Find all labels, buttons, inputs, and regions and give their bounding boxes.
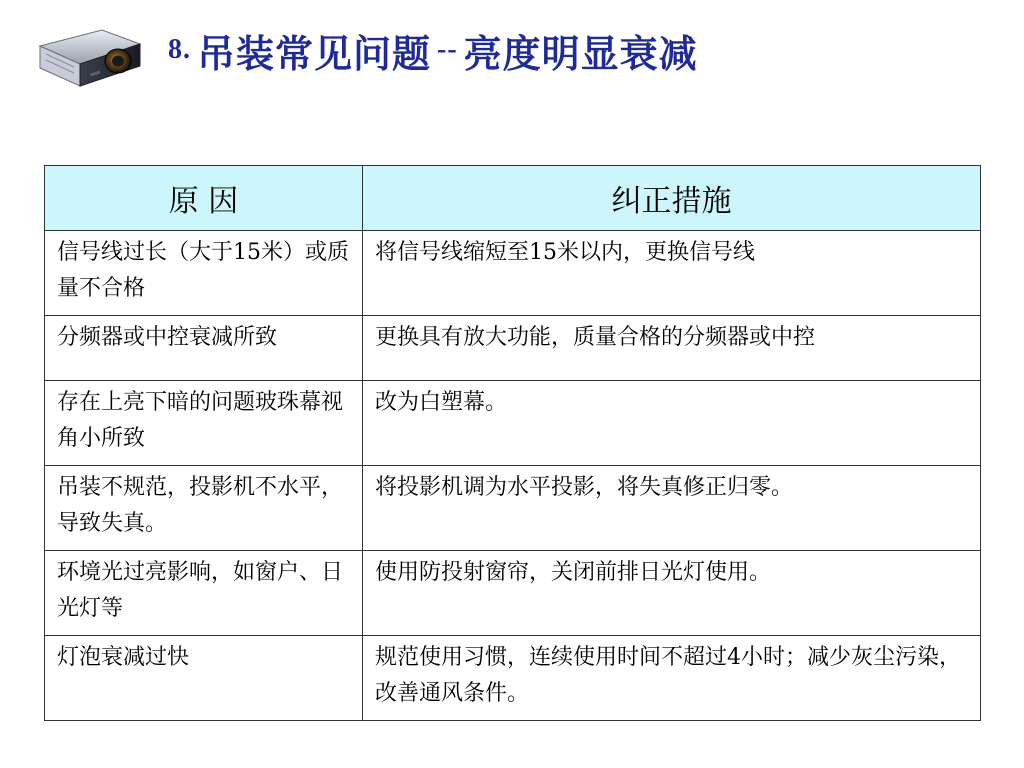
table-header-row bbox=[45, 166, 981, 231]
fix-cell: 改为白塑幕。 bbox=[363, 381, 981, 466]
header-cause: 原 因 bbox=[45, 166, 363, 231]
projector-icon bbox=[36, 20, 144, 96]
fix-cell: 规范使用习惯，连续使用时间不超过4小时；减少灰尘污染，改善通风条件。 bbox=[363, 636, 981, 721]
table-row bbox=[45, 381, 981, 466]
table-row bbox=[45, 466, 981, 551]
table-row bbox=[45, 316, 981, 381]
table-row bbox=[45, 231, 981, 316]
cause-cell: 灯泡衰减过快 bbox=[45, 636, 363, 721]
title-dash: -- bbox=[437, 34, 458, 65]
cause-cell: 存在上亮下暗的问题玻珠幕视角小所致 bbox=[45, 381, 363, 466]
fix-cell: 更换具有放大功能，质量合格的分频器或中控 bbox=[363, 316, 981, 381]
cause-cell: 分频器或中控衰减所致 bbox=[45, 316, 363, 381]
issues-table bbox=[44, 165, 981, 721]
cause-cell: 吊装不规范，投影机不水平，导致失真。 bbox=[45, 466, 363, 551]
cause-cell: 信号线过长（大于15米）或质量不合格 bbox=[45, 231, 363, 316]
title-number: 8. bbox=[168, 34, 191, 65]
table-row bbox=[45, 551, 981, 636]
cause-cell: 环境光过亮影响，如窗户、日光灯等 bbox=[45, 551, 363, 636]
title-sub: 亮度明显衰减 bbox=[463, 30, 698, 76]
table-row bbox=[45, 636, 981, 721]
header-fix: 纠正措施 bbox=[363, 166, 981, 231]
fix-cell: 将投影机调为水平投影，将失真修正归零。 bbox=[363, 466, 981, 551]
title-main: 吊装常见问题 bbox=[197, 30, 432, 76]
fix-cell: 使用防投射窗帘，关闭前排日光灯使用。 bbox=[363, 551, 981, 636]
slide-title bbox=[168, 20, 698, 80]
fix-cell: 将信号线缩短至15米以内，更换信号线 bbox=[363, 231, 981, 316]
